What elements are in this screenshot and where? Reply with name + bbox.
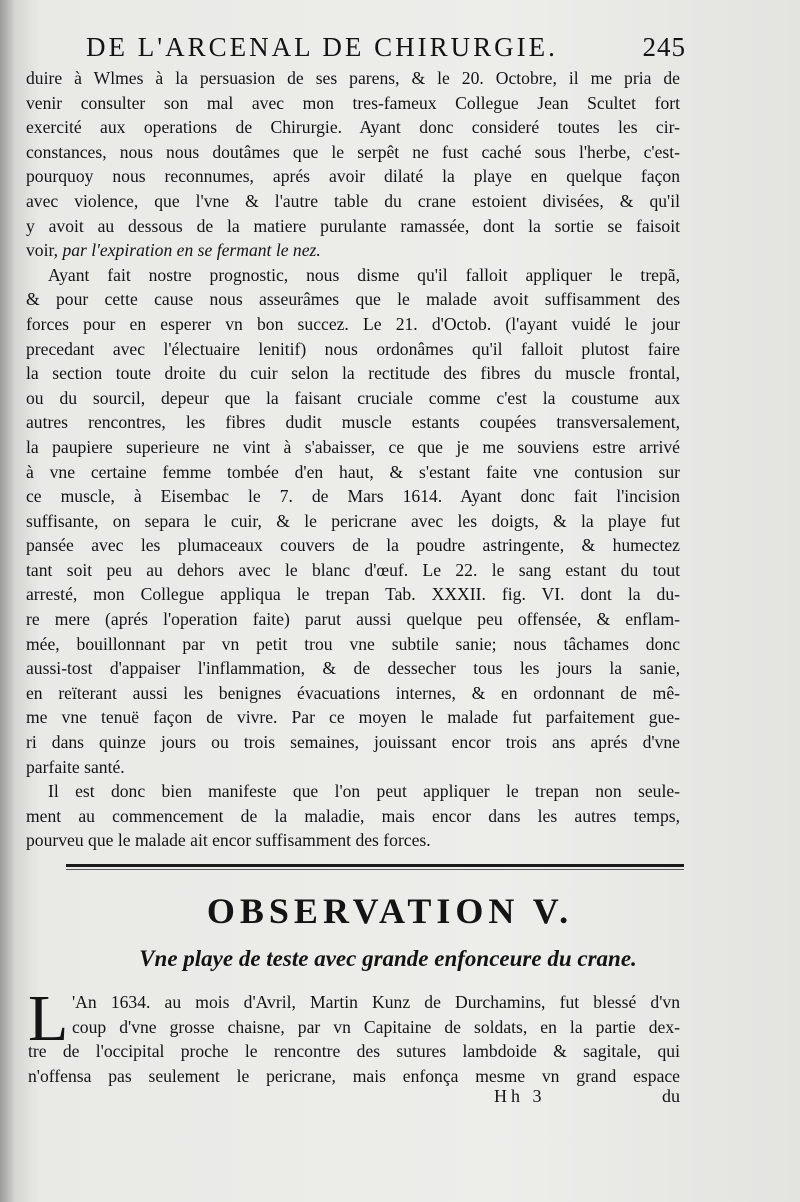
text-line: ment au commencement de la maladie, mais encor dans les autres temps, — [26, 805, 680, 826]
page-gutter-shadow — [0, 0, 14, 1202]
text-line: autres rencontres, les fibres dudit muscle estants coupées transversalement, — [26, 412, 680, 433]
text-line: y avoit au dessous de la matiere purulante ramassée, dont la sortie se faisoit — [26, 215, 680, 236]
paragraph-first-line: Ayant fait nostre prognostic, nous disme qu'il falloit appliquer le trepã, — [48, 264, 680, 285]
text-line: & pour cette cause nous asseurâmes que le malade avoit suffisamment des — [26, 289, 680, 310]
running-header — [86, 28, 686, 68]
page-footer — [494, 1086, 680, 1110]
text-line: mée, bouillonnant par vn petit trou vne subtile sanie; nous tâchames donc — [26, 633, 680, 654]
text-line: ri dans quinze jours ou trois semaines, jouissant encor trois ans aprés d'vne — [26, 732, 680, 753]
text-line: la paupiere superieure ne vint à s'abaisser, ce que je me souviens estre arrivé — [26, 436, 680, 457]
text-line — [26, 238, 680, 263]
observation-text — [28, 982, 680, 1088]
text-line: precedant avec l'électuaire lenitif) nous ordonâmes qu'il falloit plutost faire — [26, 338, 680, 359]
observation-title: OBSERVATION V. — [206, 891, 574, 931]
text-line: pourquoy nous reconnumes, aprés avoir dilaté la playe en quelque façon — [26, 166, 680, 187]
text-line: la section toute droite du cuir selon la rectitude des fibres du muscle frontal, — [26, 363, 680, 384]
italic-phrase: par l'expiration en se fermant le nez. — [62, 240, 321, 261]
paragraph-first-line: Il est donc bien manifeste que l'on peut appliquer le trepan non seule- — [48, 781, 680, 802]
text-line: duire à Wlmes à la persuasion de ses parens, & le 20. Octobre, il me pria de — [26, 68, 680, 88]
text-line: parfaite santé. — [26, 756, 125, 777]
text-line: exercité aux operations de Chirurgie. Ayant donc consideré toutes les cir- — [26, 117, 680, 138]
text-line: constances, nous nous doutâmes que le serpêt ne fust caché sous l'herbe, c'est- — [26, 141, 680, 162]
text-line: tre de l'occipital proche le rencontre des sutures lambdoide & sagitale, qui — [28, 1041, 680, 1062]
text-line-prefix: voir, — [26, 240, 63, 261]
section-divider-thin — [66, 869, 684, 870]
catchword: du — [662, 1086, 680, 1106]
text-line: me vne tenuë façon de vivre. Par ce moyen le malade fut parfaitement gue- — [26, 707, 680, 728]
text-line: suffisante, on separa le cuir, & le pericrane avec les doigts, & la playe fut — [26, 510, 680, 531]
signature-mark: Hh 3 — [494, 1086, 546, 1106]
running-title: DE L'ARCENAL DE CHIRURGIE. — [86, 32, 558, 62]
main-text — [26, 66, 680, 853]
text-line: re mere (aprés l'operation faite) parut aussi quelque peu offensée, & enflam- — [26, 609, 680, 630]
text-line: à vne certaine femme tombée d'en haut, & s'estant faite vne contusion sur — [26, 461, 680, 482]
text-line: venir consulter son mal avec mon tres-fameux Collegue Jean Scultet fort — [26, 92, 680, 113]
text-line: ce muscle, à Eisembac le 7. de Mars 1614. Ayant donc fait l'incision — [26, 486, 680, 507]
text-line: forces pour en esperer vn bon succez. Le 21. d'Octob. (l'ayant vuidé le jour — [26, 313, 680, 334]
text-line: pourveu que le malade ait encor suffisamment des forces. — [26, 830, 431, 851]
text-line: aussi-tost d'appaiser l'inflammation, & de dessecher tous les jours la sanie, — [26, 658, 680, 679]
drop-cap: L — [28, 982, 69, 1055]
text-line: avec violence, que l'vne & l'autre table du crane estoient divisées, & qu'il — [26, 190, 680, 211]
section-divider — [66, 864, 684, 867]
text-line: en reïterant aussi les benignes évacuations internes, & en ordonnant de mê- — [26, 682, 680, 703]
text-line: ou du sourcil, depeur que la faisant cruciale comme c'est la coustume aux — [26, 387, 680, 408]
text-line: coup d'vne grosse chaisne, par vn Capitaine de soldats, en la partie dex- — [72, 1016, 680, 1037]
text-line: n'offensa pas seulement le pericrane, mais enfonça mesme vn grand espace — [28, 1065, 680, 1086]
text-line: 'An 1634. au mois d'Avril, Martin Kunz de Durchamins, fut blessé d'vn — [72, 992, 680, 1012]
text-line: tant soit peu au dehors avec le blanc d'œuf. Le 22. le sang estant du tout — [26, 559, 680, 580]
observation-subtitle: Vne playe de teste avec grande enfonceure du crane. — [139, 946, 637, 971]
text-line: pansée avec les plumaceaux couvers de la poudre astringente, & humectez — [26, 535, 680, 556]
page-number: 245 — [642, 32, 686, 62]
text-line: arresté, mon Collegue appliqua le trepan Tab. XXXII. fig. VI. dont la du- — [26, 584, 680, 605]
